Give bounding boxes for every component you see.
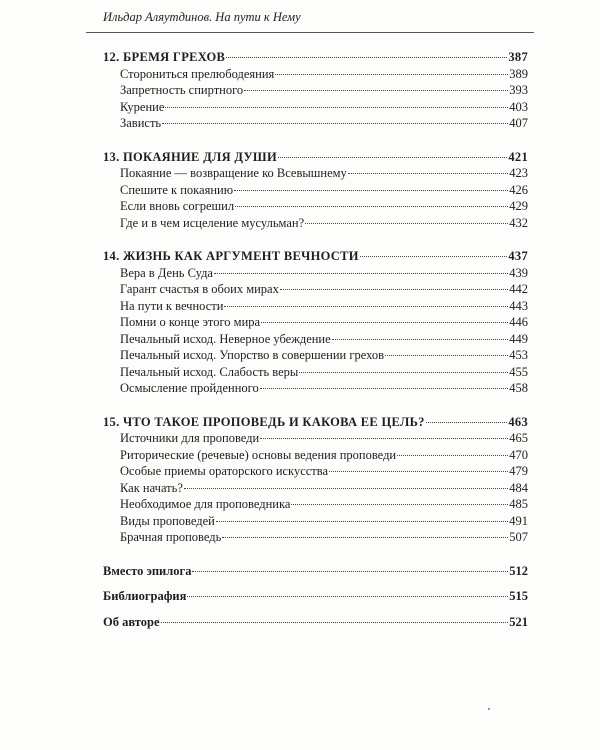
- dot-leader: [192, 571, 508, 572]
- dot-leader: [280, 289, 508, 290]
- page-number: 423: [509, 166, 528, 180]
- page-number: 407: [509, 116, 528, 130]
- dot-leader: [385, 355, 508, 356]
- page-number: 507: [509, 530, 528, 544]
- entry-title: Как начать?: [120, 480, 183, 495]
- page-number: 485: [509, 497, 528, 511]
- toc-chapter-14[interactable]: [103, 248, 528, 265]
- page-number: 491: [509, 513, 528, 528]
- chapter-title: 15. ЧТО ТАКОЕ ПРОПОВЕДЬ И КАКОВА ЕЕ ЦЕЛЬ?: [103, 414, 425, 429]
- entry-title: Если вновь согрешил: [120, 199, 235, 213]
- page-number: 432: [509, 215, 528, 230]
- entry-title: Гарант счастья в обоих мирах: [120, 282, 279, 296]
- page-number: 458: [509, 381, 528, 395]
- entry-title: Зависть: [120, 116, 162, 130]
- page-number: 479: [509, 464, 528, 478]
- toc-entry[interactable]: [103, 66, 528, 83]
- dot-leader: [360, 256, 508, 257]
- dot-leader: [162, 123, 508, 124]
- entry-title: Курение: [120, 99, 165, 114]
- entry-title: Сторониться прелюбодеяния: [120, 66, 275, 81]
- section-spacer: [103, 231, 528, 248]
- toc-bibliography[interactable]: [103, 588, 528, 605]
- entry-title: Где и в чем исцеление мусульман?: [120, 215, 305, 230]
- entry-title: Печальный исход. Слабость веры: [120, 364, 299, 379]
- dot-leader: [216, 521, 508, 522]
- dot-leader: [397, 455, 508, 456]
- toc-entry[interactable]: [103, 529, 528, 546]
- entry-title: Вместо эпилога: [103, 563, 192, 578]
- entry-title: Необходимое для проповедника: [120, 497, 291, 511]
- toc-entry[interactable]: [103, 364, 528, 381]
- dot-leader: [165, 107, 508, 108]
- dot-leader: [214, 273, 508, 274]
- entry-title: Об авторе: [103, 614, 160, 629]
- page-number: 393: [509, 83, 528, 97]
- toc-entry[interactable]: [103, 331, 528, 348]
- table-of-contents: [103, 49, 528, 630]
- toc-entry[interactable]: [103, 198, 528, 215]
- dot-leader: [291, 504, 508, 505]
- dot-leader: [260, 438, 508, 439]
- page-number: 465: [509, 431, 528, 445]
- entry-title: Запретность спиртного: [120, 83, 244, 97]
- toc-entry[interactable]: [103, 513, 528, 530]
- entry-title: Помни о конце этого мира: [120, 315, 261, 329]
- page-number: 387: [508, 50, 528, 64]
- section-spacer: [103, 132, 528, 149]
- page-number: 442: [509, 282, 528, 296]
- section-spacer: [103, 579, 528, 588]
- dot-leader: [278, 157, 507, 158]
- page-number: 437: [508, 249, 528, 263]
- toc-epilogue[interactable]: [103, 563, 528, 580]
- dot-leader: [187, 596, 508, 597]
- page-number: 521: [509, 614, 528, 629]
- toc-entry[interactable]: [103, 99, 528, 116]
- page-number: 403: [509, 99, 528, 114]
- toc-entry[interactable]: [103, 82, 528, 99]
- page-number: 453: [509, 348, 528, 362]
- entry-title: Риторические (речевые) основы ведения проповеди: [120, 447, 397, 462]
- entry-title: На пути к вечности: [120, 298, 224, 313]
- running-header: Ильдар Аляутдинов. На пути к Нему: [103, 10, 301, 24]
- page-number: 426: [509, 182, 528, 197]
- dot-leader: [329, 471, 508, 472]
- page-number: 449: [509, 331, 528, 346]
- toc-entry[interactable]: [103, 430, 528, 447]
- dot-leader: [275, 74, 508, 75]
- toc-entry[interactable]: [103, 165, 528, 182]
- page-number: 443: [509, 298, 528, 313]
- page-number: 439: [509, 265, 528, 280]
- toc-entry[interactable]: [103, 447, 528, 464]
- toc-entry[interactable]: [103, 380, 528, 397]
- chapter-title: 13. ПОКАЯНИЕ ДЛЯ ДУШИ: [103, 149, 277, 164]
- entry-title: Вера в День Суда: [120, 265, 213, 280]
- section-spacer: [103, 605, 528, 614]
- page-number: 429: [509, 199, 528, 213]
- toc-entry[interactable]: [103, 314, 528, 331]
- toc-chapter-15[interactable]: [103, 414, 528, 431]
- entry-title: Особые приемы ораторского искусства: [120, 464, 329, 478]
- dot-leader: [235, 206, 508, 207]
- header-divider: [86, 32, 534, 33]
- toc-entry[interactable]: [103, 265, 528, 282]
- entry-title: Источники для проповеди: [120, 431, 260, 445]
- page-number: 421: [508, 149, 528, 164]
- dot-leader: [244, 90, 508, 91]
- dot-leader: [161, 622, 509, 623]
- entry-title: Осмысление пройденного: [120, 381, 259, 395]
- entry-title: Виды проповедей: [120, 513, 215, 528]
- toc-entry[interactable]: [103, 347, 528, 364]
- dot-leader: [226, 57, 507, 58]
- entry-title: Печальный исход. Неверное убеждение: [120, 331, 331, 346]
- dot-leader: [184, 488, 508, 489]
- dot-leader: [348, 173, 508, 174]
- dot-leader: [332, 339, 509, 340]
- toc-entry[interactable]: [103, 182, 528, 199]
- toc-entry[interactable]: [103, 115, 528, 132]
- entry-title: Спешите к покаянию: [120, 182, 234, 197]
- page-number: 484: [509, 480, 528, 495]
- page-number: 389: [509, 66, 528, 81]
- toc-chapter-13[interactable]: [103, 149, 528, 166]
- toc-entry[interactable]: [103, 281, 528, 298]
- chapter-title: 14. ЖИЗНЬ КАК АРГУМЕНТ ВЕЧНОСТИ: [103, 249, 359, 263]
- toc-entry[interactable]: [103, 463, 528, 480]
- dot-leader: [426, 422, 508, 423]
- dot-leader: [234, 190, 508, 191]
- dot-leader: [260, 388, 508, 389]
- section-spacer: [103, 397, 528, 414]
- toc-entry[interactable]: [103, 496, 528, 513]
- print-speck: [488, 708, 490, 710]
- toc-entry[interactable]: [103, 298, 528, 315]
- toc-chapter-12[interactable]: [103, 49, 528, 66]
- entry-title: Библиография: [103, 589, 187, 603]
- entry-title: Брачная проповедь: [120, 530, 222, 544]
- dot-leader: [299, 372, 508, 373]
- dot-leader: [224, 306, 508, 307]
- section-spacer: [103, 546, 528, 563]
- dot-leader: [222, 537, 508, 538]
- page-number: 455: [509, 364, 528, 379]
- page-number: 446: [509, 315, 528, 329]
- dot-leader: [305, 223, 508, 224]
- toc-entry[interactable]: [103, 480, 528, 497]
- chapter-title: 12. БРЕМЯ ГРЕХОВ: [103, 50, 226, 64]
- page-number: 463: [508, 414, 528, 429]
- page-number: 512: [509, 563, 528, 578]
- page-number: 470: [509, 447, 528, 462]
- dot-leader: [261, 322, 508, 323]
- page-number: 515: [509, 589, 528, 603]
- toc-entry[interactable]: [103, 215, 528, 232]
- entry-title: Покаяние — возвращение ко Всевышнему: [120, 166, 347, 180]
- toc-about-author[interactable]: [103, 614, 528, 631]
- entry-title: Печальный исход. Упорство в совершении грехов: [120, 348, 385, 362]
